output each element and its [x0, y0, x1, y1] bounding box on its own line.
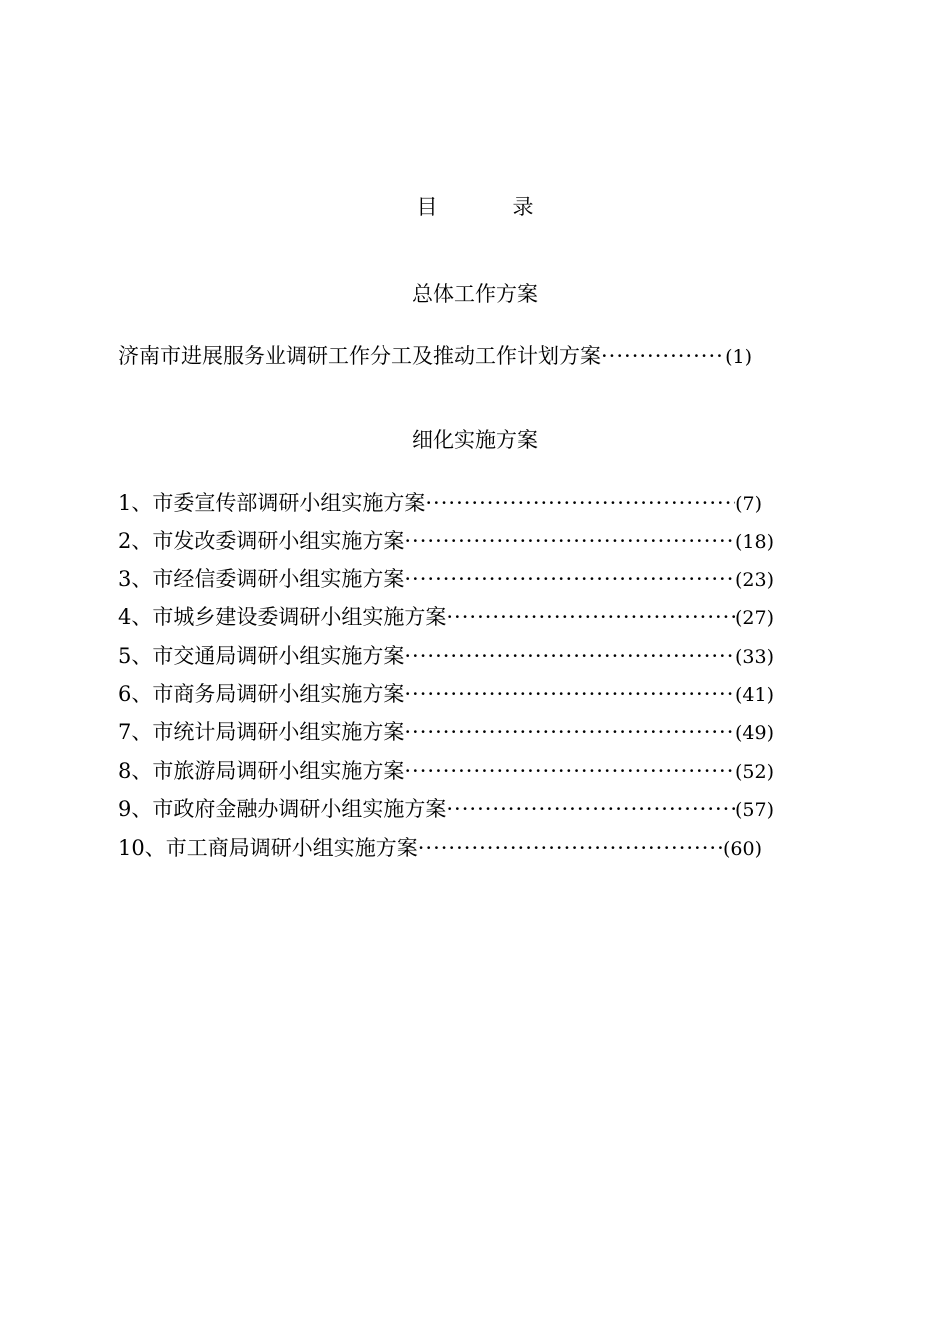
toc-entry-page: (33) [734, 646, 774, 668]
toc-entry-8[interactable] [118, 757, 774, 786]
toc-entry-9[interactable] [118, 795, 774, 824]
toc-entry-title: 1、市委宣传部调研小组实施方案 [118, 491, 426, 515]
dot-leader [404, 680, 735, 708]
toc-entry-overall-plan[interactable] [118, 342, 752, 371]
dot-leader [601, 342, 725, 370]
toc-entry-page: (49) [734, 722, 774, 744]
toc-entry-page: (60) [722, 838, 762, 860]
toc-entry-page: (1) [725, 346, 752, 368]
toc-entry-6[interactable] [118, 680, 774, 709]
toc-entry-title: 2、市发改委调研小组实施方案 [118, 529, 405, 553]
toc-entry-3[interactable] [118, 565, 774, 594]
toc-entry-page: (52) [734, 761, 774, 783]
toc-entry-page: (7) [735, 493, 762, 515]
dot-leader [404, 565, 735, 593]
overall-plan-heading: 总体工作方案 [412, 282, 538, 306]
dot-leader [404, 718, 735, 746]
toc-entry-title: 3、市经信委调研小组实施方案 [118, 567, 405, 591]
toc-entry-1[interactable] [118, 489, 762, 518]
toc-entry-5[interactable] [118, 642, 774, 671]
toc-entry-title: 4、市城乡建设委调研小组实施方案 [118, 605, 447, 629]
dot-leader [404, 642, 735, 670]
toc-entry-title: 7、市统计局调研小组实施方案 [118, 720, 405, 744]
toc-entry-title: 10、市工商局调研小组实施方案 [118, 836, 418, 860]
dot-leader [404, 757, 735, 785]
toc-entry-page: (27) [734, 607, 774, 629]
toc-entry-title: 5、市交通局调研小组实施方案 [118, 644, 405, 668]
dot-leader [418, 834, 723, 862]
dot-leader [404, 527, 735, 555]
toc-entry-title: 6、市商务局调研小组实施方案 [118, 682, 405, 706]
detail-plan-heading: 细化实施方案 [412, 428, 538, 452]
toc-entry-page: (57) [734, 799, 774, 821]
toc-entry-4[interactable] [118, 603, 774, 632]
toc-entry-page: (41) [734, 684, 774, 706]
toc-title: 目 录 [416, 195, 561, 219]
toc-entry-title: 8、市旅游局调研小组实施方案 [118, 759, 405, 783]
toc-entry-page: (23) [734, 569, 774, 591]
dot-leader [425, 489, 735, 517]
toc-entry-7[interactable] [118, 718, 774, 747]
dot-leader [446, 795, 735, 823]
toc-entry-title: 济南市进展服务业调研工作分工及推动工作计划方案 [118, 344, 601, 368]
toc-entry-10[interactable] [118, 834, 762, 863]
toc-entry-2[interactable] [118, 527, 774, 556]
dot-leader [446, 603, 735, 631]
toc-entry-title: 9、市政府金融办调研小组实施方案 [118, 797, 447, 821]
toc-entry-page: (18) [734, 531, 774, 553]
